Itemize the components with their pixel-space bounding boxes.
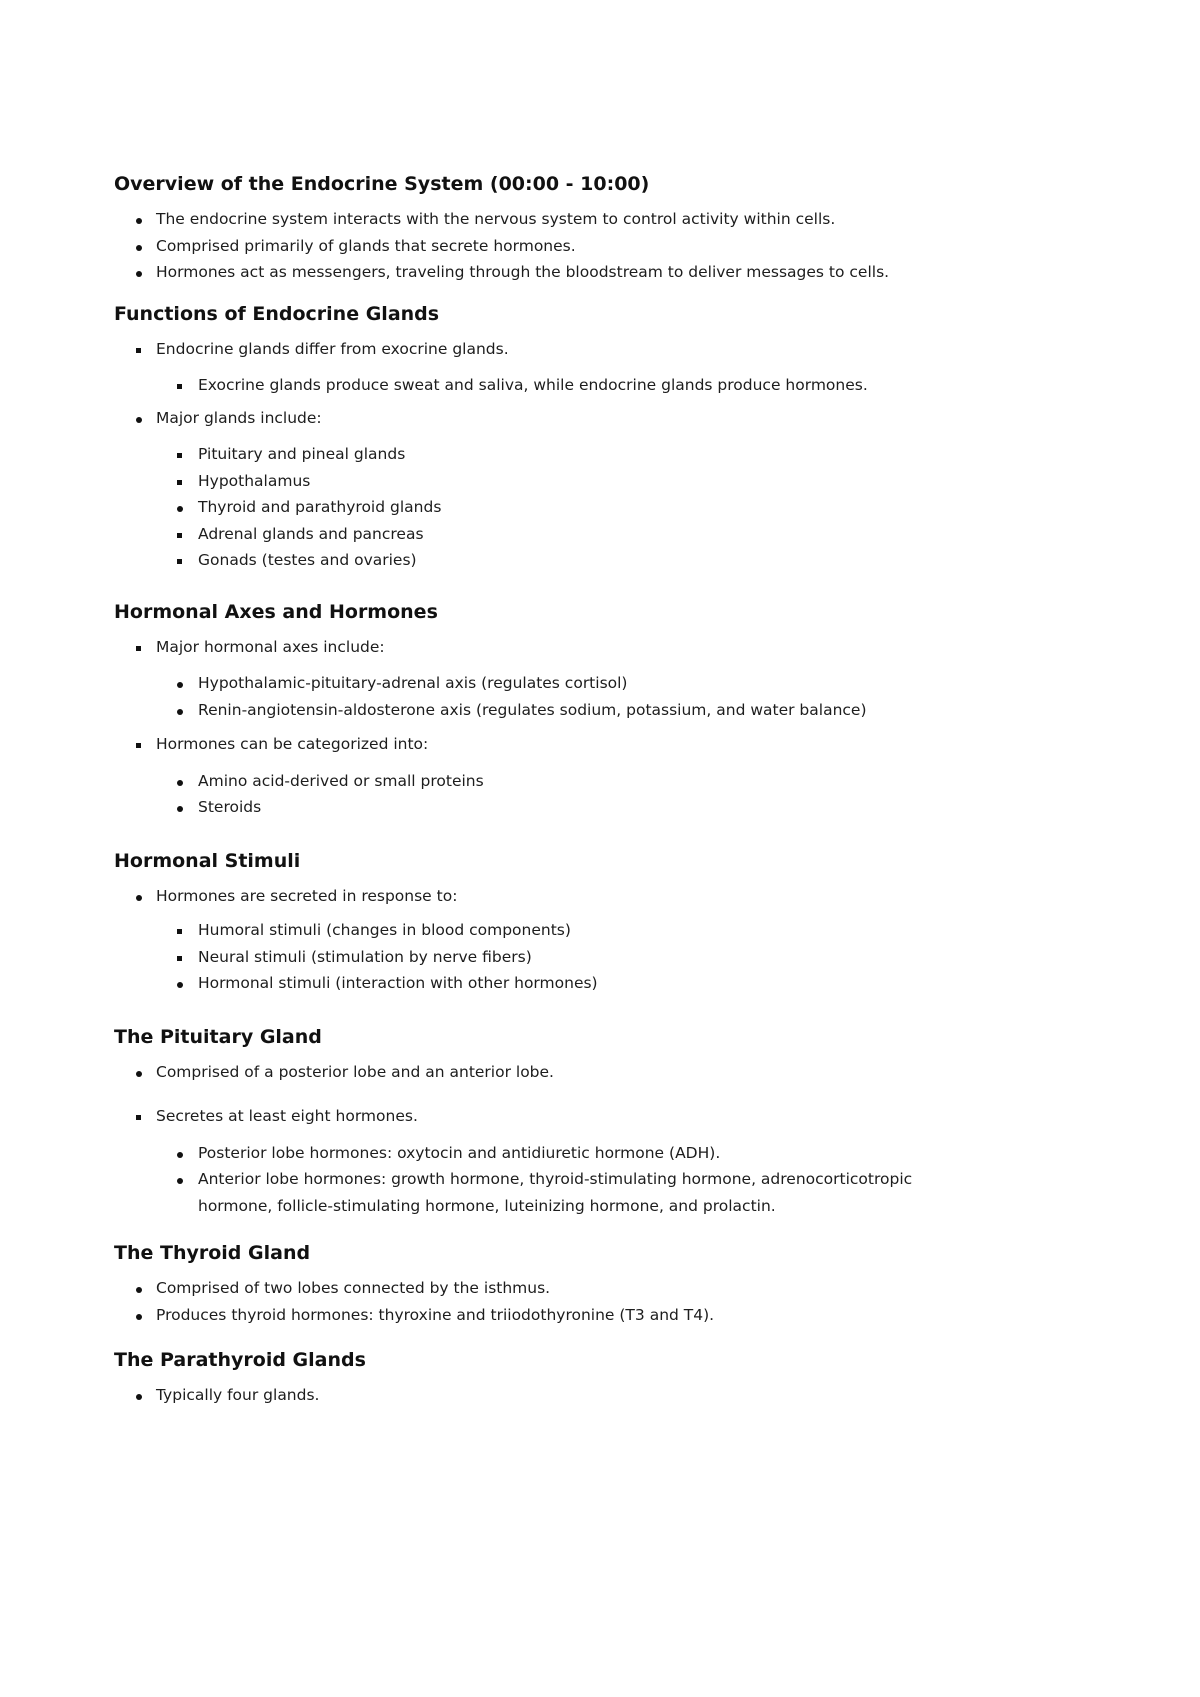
bullet-icon [177, 956, 182, 961]
list-item [114, 521, 1054, 548]
bullet-icon [136, 646, 141, 651]
bullet-icon [136, 1394, 142, 1400]
spacer [114, 723, 1054, 731]
list-item [114, 1166, 938, 1219]
list-item [114, 405, 1054, 432]
bullet-icon [136, 245, 142, 251]
list-item [114, 697, 1054, 724]
list-item [114, 1382, 1054, 1409]
bullet-icon [177, 384, 182, 389]
list-item [114, 731, 1054, 758]
list-item-text: Major hormonal axes include: [156, 637, 385, 656]
list-item [114, 1059, 1054, 1086]
spacer [114, 1085, 1054, 1103]
bullet-icon [136, 271, 142, 277]
list-item-text: Hormones act as messengers, traveling through the bloodstream to deliver messages to cells. [156, 263, 890, 281]
list-item-text: Renin-angiotensin-aldosterone axis (regulates sodium, potassium, and water balance) [198, 700, 867, 719]
list-item-text: Comprised of a posterior lobe and an anterior lobe. [156, 1062, 554, 1081]
bullet-list [114, 634, 1054, 821]
document-page [114, 170, 1054, 1423]
list-item [114, 206, 1054, 233]
spacer [114, 431, 1054, 441]
list-item-text: Comprised primarily of glands that secrete hormones. [156, 236, 576, 255]
bullet-icon [177, 506, 183, 512]
bullet-list [114, 1382, 1054, 1409]
list-item-text: Gonads (testes and ovaries) [198, 551, 417, 569]
list-item [114, 794, 1054, 821]
list-item [114, 634, 1054, 661]
list-item [114, 372, 1054, 399]
list-item [114, 1140, 1054, 1167]
bullet-icon [177, 453, 182, 458]
section-overview [114, 170, 1054, 286]
list-item-text: Hormones are secreted in response to: [156, 886, 458, 905]
list-item [114, 768, 1054, 795]
section-heading: Hormonal Stimuli [114, 849, 301, 872]
bullet-icon [177, 806, 183, 812]
bullet-icon [177, 480, 182, 485]
list-item [114, 883, 1054, 910]
list-item [114, 336, 1054, 363]
bullet-icon [136, 895, 142, 901]
spacer [114, 909, 1054, 917]
list-item-text: Neural stimuli (stimulation by nerve fibers) [198, 947, 532, 966]
list-item [114, 1275, 1054, 1302]
spacer [114, 362, 1054, 372]
bullet-icon [177, 559, 182, 564]
list-item [114, 547, 1054, 574]
bullet-icon [177, 1178, 183, 1184]
bullet-icon [136, 743, 141, 748]
list-item [114, 441, 1054, 468]
spacer [114, 758, 1054, 768]
list-item-text: Secretes at least eight hormones. [156, 1107, 418, 1125]
bullet-icon [177, 929, 182, 934]
spacer [114, 1130, 1054, 1140]
list-item [114, 1302, 1054, 1329]
list-item-text: Hormonal stimuli (interaction with other hormones) [198, 974, 598, 992]
section-heading: Hormonal Axes and Hormones [114, 600, 438, 623]
bullet-icon [136, 1071, 142, 1077]
list-item [114, 468, 1054, 495]
list-item-text: Typically four glands. [156, 1386, 320, 1404]
list-item-text: Adrenal glands and pancreas [198, 524, 424, 543]
spacer [114, 660, 1054, 670]
bullet-icon [136, 218, 142, 224]
bullet-icon [177, 1152, 183, 1158]
bullet-icon [136, 348, 141, 353]
list-item-text: Steroids [198, 798, 262, 816]
section-pituitary [114, 1023, 1054, 1220]
list-item-text: Thyroid and parathyroid glands [198, 498, 442, 516]
list-item-text: Anterior lobe hormones: growth hormone, thyroid-stimulating hormone, adrenocorticotropic hormone, follicle-stimulating hormone, luteinizing hormone, and prolactin. [198, 1170, 913, 1215]
section-heading: The Parathyroid Glands [114, 1349, 366, 1371]
list-item [114, 259, 1054, 286]
list-item-text: Pituitary and pineal glands [198, 445, 406, 463]
list-item-text: Produces thyroid hormones: thyroxine and triiodothyronine (T3 and T4). [156, 1305, 715, 1324]
section-hormonal-stimuli [114, 847, 1054, 997]
section-heading: The Thyroid Gland [114, 1242, 311, 1264]
list-item [114, 970, 1054, 997]
list-item-text: Amino acid-derived or small proteins [198, 771, 484, 790]
bullet-list [114, 206, 1054, 286]
bullet-icon [136, 1115, 141, 1120]
section-heading: Overview of the Endocrine System (00:00 - 10:00) [114, 173, 650, 195]
list-item [114, 494, 1054, 521]
bullet-icon [177, 709, 183, 715]
bullet-list [114, 336, 1054, 574]
section-heading: Functions of Endocrine Glands [114, 302, 440, 325]
bullet-list [114, 1059, 1054, 1220]
bullet-icon [136, 417, 142, 423]
bullet-icon [177, 780, 183, 786]
list-item-text: Hypothalamic-pituitary-adrenal axis (regulates cortisol) [198, 674, 628, 692]
section-hormonal-axes [114, 598, 1054, 821]
list-item-text: Hormones can be categorized into: [156, 735, 429, 753]
list-item [114, 670, 1054, 697]
list-item-text: Posterior lobe hormones: oxytocin and antidiuretic hormone (ADH). [198, 1143, 721, 1162]
list-item [114, 233, 1054, 260]
bullet-icon [136, 1287, 142, 1293]
list-item-text: Comprised of two lobes connected by the isthmus. [156, 1279, 551, 1297]
bullet-icon [177, 682, 183, 688]
list-item-text: Endocrine glands differ from exocrine glands. [156, 339, 509, 358]
section-heading: The Pituitary Gland [114, 1025, 322, 1048]
bullet-icon [136, 1314, 142, 1320]
list-item [114, 917, 1054, 944]
bullet-list [114, 883, 1054, 997]
section-thyroid [114, 1239, 1054, 1328]
list-item-text: Hypothalamus [198, 471, 311, 490]
list-item-text: Humoral stimuli (changes in blood components) [198, 921, 571, 939]
bullet-list [114, 1275, 1054, 1328]
bullet-icon [177, 982, 183, 988]
list-item [114, 944, 1054, 971]
list-item-text: Exocrine glands produce sweat and saliva, while endocrine glands produce hormones. [198, 376, 868, 394]
section-functions [114, 300, 1054, 574]
section-parathyroid [114, 1346, 1054, 1409]
list-item-text: Major glands include: [156, 408, 322, 427]
list-item-text: The endocrine system interacts with the nervous system to control activity within cells. [156, 210, 836, 228]
bullet-icon [177, 533, 182, 538]
list-item [114, 1103, 1054, 1130]
